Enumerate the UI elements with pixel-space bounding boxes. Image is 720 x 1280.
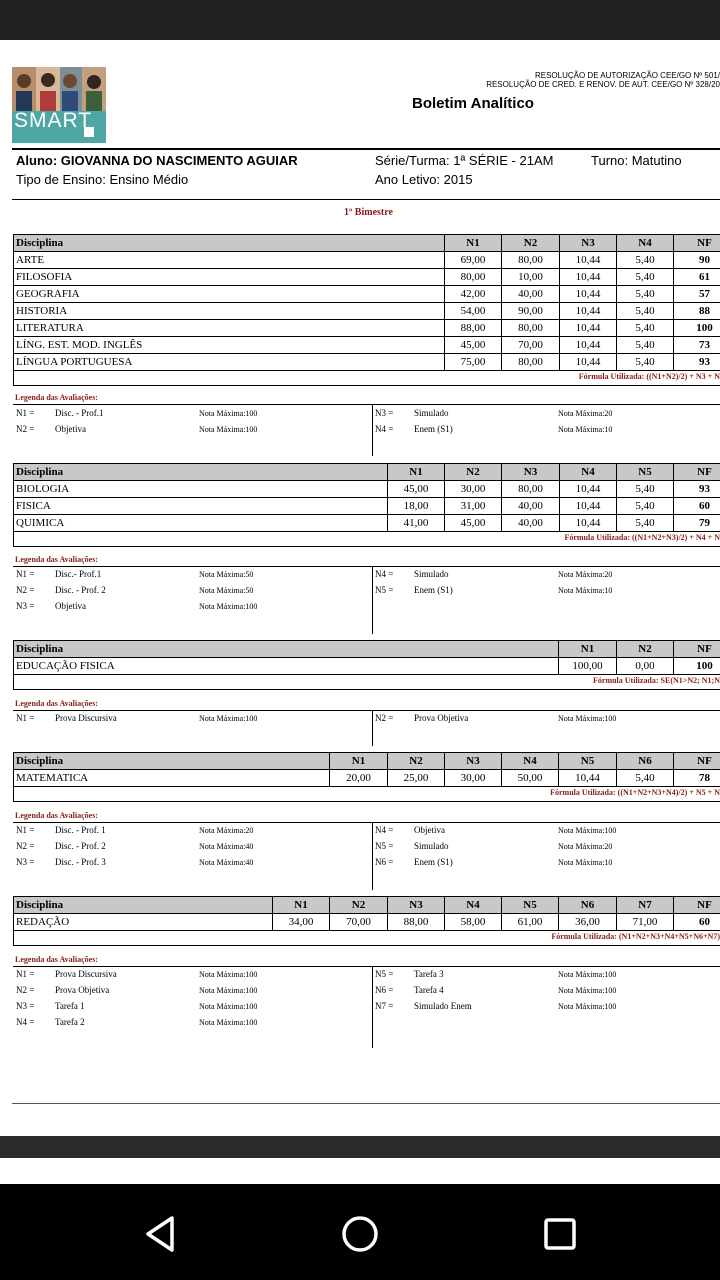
legend-title: Legenda das Avaliações: [15, 393, 98, 402]
legend-title: Legenda das Avaliações: [15, 555, 98, 564]
legend-desc: Enem (S1) [414, 585, 453, 595]
grade-n3: 40,00 [502, 498, 560, 515]
legend-desc: Prova Objetiva [414, 713, 469, 723]
grade-nf: 57 [674, 286, 720, 303]
header-n5: N5 [559, 753, 617, 770]
legend-code: N3 = [16, 857, 35, 867]
header-n3: N3 [560, 235, 617, 252]
legend-desc: Disc. - Prof. 2 [55, 585, 106, 595]
grade-n4: 5,40 [617, 286, 674, 303]
table-header [14, 235, 720, 252]
formula-text: Fórmula Utilizada: SE(N1>N2; N1;N [593, 676, 720, 685]
legend-code: N6 = [375, 857, 394, 867]
subject-name: GEOGRAFIA [14, 286, 445, 303]
legend-max: Nota Máxima:100 [558, 714, 617, 723]
legend-max: Nota Máxima:100 [558, 986, 617, 995]
header-n1: N1 [330, 753, 388, 770]
grade-n3: 40,00 [502, 515, 560, 532]
grade-nf: 93 [674, 481, 720, 498]
legend-desc: Simulado Enem [414, 1001, 472, 1011]
header-n1: N1 [388, 464, 445, 481]
grade-n4: 10,44 [560, 498, 617, 515]
table-header [14, 897, 720, 914]
legend-code: N2 = [16, 585, 35, 595]
table-header [14, 464, 720, 481]
legend-code: N4 = [16, 1017, 35, 1027]
header-n1: N1 [559, 641, 617, 658]
header-disciplina: Disciplina [14, 464, 388, 481]
grade-n2: 90,00 [502, 303, 560, 320]
grade-n3: 30,00 [445, 770, 502, 787]
legend-max: Nota Máxima:100 [558, 970, 617, 979]
school-logo [12, 67, 106, 143]
table-row [14, 337, 720, 354]
legend-desc: Enem (S1) [414, 424, 453, 434]
legend-desc: Prova Discursiva [55, 713, 117, 723]
grades-table-4 [13, 752, 720, 787]
legend-code: N4 = [375, 825, 394, 835]
subject-name: FISICA [14, 498, 388, 515]
resolution-line-1: RESOLUÇÃO DE AUTORIZAÇÃO CEE/GO Nº 501/ [534, 71, 720, 80]
table-row [14, 252, 720, 269]
grade-n4: 58,00 [445, 914, 502, 931]
legend-max: Nota Máxima:100 [199, 714, 258, 723]
grade-n1: 54,00 [445, 303, 502, 320]
grade-nf: 88 [674, 303, 720, 320]
subject-name: MATEMATICA [14, 770, 330, 787]
grade-n4: 5,40 [617, 337, 674, 354]
grade-n2: 70,00 [330, 914, 388, 931]
legend-desc: Tarefa 1 [55, 1001, 85, 1011]
table-row [14, 320, 720, 337]
grade-n3: 10,44 [560, 320, 617, 337]
grade-n1: 42,00 [445, 286, 502, 303]
legend-code: N7 = [375, 1001, 394, 1011]
footer-divider [12, 1103, 720, 1104]
grade-nf: 100 [674, 658, 720, 675]
legend-max: Nota Máxima:40 [199, 842, 254, 851]
header-n7: N7 [617, 897, 674, 914]
header-disciplina: Disciplina [14, 235, 445, 252]
header-n2: N2 [388, 753, 445, 770]
education-type: Tipo de Ensino: Ensino Médio [16, 172, 189, 187]
legend-max: Nota Máxima:100 [199, 986, 258, 995]
header-n4: N4 [445, 897, 502, 914]
legend-desc: Simulado [414, 841, 449, 851]
legend-code: N2 = [375, 713, 394, 723]
legend-desc: Objetiva [414, 825, 445, 835]
subject-name: BIOLOGIA [14, 481, 388, 498]
grade-n2: 70,00 [502, 337, 560, 354]
legend-code: N5 = [375, 969, 394, 979]
grade-n1: 41,00 [388, 515, 445, 532]
legend-max: Nota Máxima:10 [558, 586, 613, 595]
legend-code: N2 = [16, 424, 35, 434]
legend-separator [372, 710, 373, 746]
legend-desc: Objetiva [55, 424, 86, 434]
legend-title: Legenda das Avaliações: [15, 699, 98, 708]
legend-divider [13, 566, 720, 567]
grade-n2: 45,00 [445, 515, 502, 532]
legend-max: Nota Máxima:100 [558, 1002, 617, 1011]
header-n1: N1 [445, 235, 502, 252]
header-nf: NF [674, 897, 720, 914]
formula-text: Fórmula Utilizada: ((N1+N2)/2) + N3 + N [578, 372, 720, 381]
legend-code: N2 = [16, 985, 35, 995]
legend-max: Nota Máxima:10 [558, 425, 613, 434]
bimestre-label: 1º Bimestre [344, 207, 393, 218]
grade-n4: 5,40 [617, 252, 674, 269]
grade-n1: 80,00 [445, 269, 502, 286]
grade-n3: 80,00 [502, 481, 560, 498]
legend-code: N4 = [375, 424, 394, 434]
legend-code: N4 = [375, 569, 394, 579]
formula-text: Fórmula Utilizada: ((N1+N2+N3+N4)/2) + N5 + N [550, 788, 720, 797]
header-n3: N3 [502, 464, 560, 481]
grade-n1: 18,00 [388, 498, 445, 515]
header-disciplina: Disciplina [14, 753, 330, 770]
divider [12, 148, 720, 150]
header-n6: N6 [559, 897, 617, 914]
table-header [14, 641, 720, 658]
page-title: Boletim Analítico [412, 95, 534, 112]
legend-desc: Simulado [414, 569, 449, 579]
grade-n1: 69,00 [445, 252, 502, 269]
legend-max: Nota Máxima:40 [199, 858, 254, 867]
legend-title: Legenda das Avaliações: [15, 811, 98, 820]
formula-text: Fórmula Utilizada: ((N1+N2+N3)/2) + N4 + N [564, 533, 720, 542]
table-row [14, 354, 720, 371]
grade-n2: 31,00 [445, 498, 502, 515]
document-page [0, 40, 720, 1136]
subject-name: FILOSOFIA [14, 269, 445, 286]
legend-separator [372, 566, 373, 634]
grade-n2: 25,00 [388, 770, 445, 787]
grade-nf: 79 [674, 515, 720, 532]
grade-n2: 80,00 [502, 320, 560, 337]
legend-max: Nota Máxima:20 [558, 570, 613, 579]
table-row [14, 658, 720, 675]
legend-max: Nota Máxima:100 [199, 1018, 258, 1027]
student-name: Aluno: GIOVANNA DO NASCIMENTO AGUIAR [16, 153, 298, 168]
legend-desc: Disc. - Prof. 3 [55, 857, 106, 867]
grade-n3: 10,44 [560, 252, 617, 269]
grade-n3: 10,44 [560, 286, 617, 303]
grade-n6: 36,00 [559, 914, 617, 931]
legend-desc: Objetiva [55, 601, 86, 611]
legend-code: N2 = [16, 841, 35, 851]
legend-max: Nota Máxima:20 [199, 826, 254, 835]
grade-n1: 75,00 [445, 354, 502, 371]
grade-nf: 90 [674, 252, 720, 269]
legend-max: Nota Máxima:100 [199, 409, 258, 418]
grades-table-2 [13, 463, 720, 532]
header-n5: N5 [502, 897, 559, 914]
grade-n1: 45,00 [445, 337, 502, 354]
legend-code: N1 = [16, 825, 35, 835]
legend-max: Nota Máxima:50 [199, 586, 254, 595]
grade-n4: 5,40 [617, 269, 674, 286]
legend-desc: Tarefa 4 [414, 985, 444, 995]
legend-desc: Tarefa 3 [414, 969, 444, 979]
legend-separator [372, 404, 373, 456]
grade-n1: 20,00 [330, 770, 388, 787]
legend-code: N3 = [16, 1001, 35, 1011]
legend-max: Nota Máxima:20 [558, 842, 613, 851]
grade-n2: 40,00 [502, 286, 560, 303]
grade-n3: 10,44 [560, 354, 617, 371]
grade-n3: 10,44 [560, 269, 617, 286]
grade-nf: 61 [674, 269, 720, 286]
grades-table-3 [13, 640, 720, 675]
table-row [14, 286, 720, 303]
legend-separator [372, 822, 373, 890]
legend-code: N5 = [375, 585, 394, 595]
legend-divider [13, 822, 720, 823]
legend-desc: Disc.- Prof.1 [55, 569, 102, 579]
table-row [14, 914, 720, 931]
grade-nf: 60 [674, 914, 720, 931]
grade-n5: 5,40 [617, 498, 674, 515]
legend-max: Nota Máxima:20 [558, 409, 613, 418]
header-n3: N3 [445, 753, 502, 770]
grade-n2: 0,00 [617, 658, 674, 675]
grades-table-1 [13, 234, 720, 371]
subject-name: LÍNGUA PORTUGUESA [14, 354, 445, 371]
header-nf: NF [674, 641, 720, 658]
grade-n3: 10,44 [560, 337, 617, 354]
header-nf: NF [674, 235, 720, 252]
legend-title: Legenda das Avaliações: [15, 955, 98, 964]
table-row [14, 481, 720, 498]
logo-text: SMART [14, 109, 93, 132]
header-n2: N2 [617, 641, 674, 658]
header-n4: N4 [617, 235, 674, 252]
grade-n1: 45,00 [388, 481, 445, 498]
table-row [14, 269, 720, 286]
grade-n4: 5,40 [617, 354, 674, 371]
table-row [14, 515, 720, 532]
grade-n4: 10,44 [560, 515, 617, 532]
header-n4: N4 [560, 464, 617, 481]
header-n2: N2 [502, 235, 560, 252]
header-n2: N2 [445, 464, 502, 481]
legend-divider [13, 404, 720, 405]
grade-n5: 5,40 [617, 515, 674, 532]
grade-nf: 73 [674, 337, 720, 354]
legend-max: Nota Máxima:100 [199, 425, 258, 434]
header-disciplina: Disciplina [14, 897, 273, 914]
grade-n1: 88,00 [445, 320, 502, 337]
table-row [14, 498, 720, 515]
legend-max: Nota Máxima:100 [199, 970, 258, 979]
resolution-line-2: RESOLUÇÃO DE CRED. E RENOV. DE AUT. CEE/GO Nº 328/20 [486, 80, 720, 89]
navigation-bar [0, 1184, 720, 1280]
header-n4: N4 [502, 753, 559, 770]
grade-n2: 30,00 [445, 481, 502, 498]
header-nf: NF [674, 464, 720, 481]
legend-max: Nota Máxima:50 [199, 570, 254, 579]
legend-desc: Prova Discursiva [55, 969, 117, 979]
header-nf: NF [674, 753, 720, 770]
subject-name: LITERATURA [14, 320, 445, 337]
grade-n7: 71,00 [617, 914, 674, 931]
legend-desc: Enem (S1) [414, 857, 453, 867]
grade-n5: 10,44 [559, 770, 617, 787]
grade-n2: 80,00 [502, 252, 560, 269]
legend-max: Nota Máxima:100 [199, 1002, 258, 1011]
legend-code: N3 = [375, 408, 394, 418]
table-header [14, 753, 720, 770]
grade-n5: 61,00 [502, 914, 559, 931]
legend-max: Nota Máxima:100 [558, 826, 617, 835]
grade-nf: 100 [674, 320, 720, 337]
grade-n2: 10,00 [502, 269, 560, 286]
legend-max: Nota Máxima:10 [558, 858, 613, 867]
grade-n3: 10,44 [560, 303, 617, 320]
legend-code: N1 = [16, 713, 35, 723]
header-n3: N3 [388, 897, 445, 914]
grade-n1: 34,00 [273, 914, 330, 931]
formula-text: Fórmula Utilizada: (N1+N2+N3+N4+N5+N6+N7) [551, 932, 720, 941]
legend-desc: Disc. - Prof. 2 [55, 841, 106, 851]
legend-desc: Tarefa 2 [55, 1017, 85, 1027]
viewer-gap [0, 1158, 720, 1184]
legend-code: N6 = [375, 985, 394, 995]
header-n2: N2 [330, 897, 388, 914]
legend-desc: Disc. - Prof.1 [55, 408, 104, 418]
legend-desc: Disc. - Prof. 1 [55, 825, 106, 835]
legend-max: Nota Máxima:100 [199, 602, 258, 611]
legend-separator [372, 966, 373, 1048]
grade-nf: 60 [674, 498, 720, 515]
home-icon[interactable] [338, 1212, 382, 1256]
legend-divider [13, 966, 720, 967]
subject-name: HISTORIA [14, 303, 445, 320]
subject-name: QUIMICA [14, 515, 388, 532]
table-row [14, 770, 720, 787]
legend-code: N3 = [16, 601, 35, 611]
viewer-bottom-bar [0, 1136, 720, 1158]
legend-code: N1 = [16, 569, 35, 579]
grade-n4: 10,44 [560, 481, 617, 498]
grade-nf: 93 [674, 354, 720, 371]
grade-nf: 78 [674, 770, 720, 787]
table-row [14, 303, 720, 320]
grade-n3: 88,00 [388, 914, 445, 931]
back-icon[interactable] [138, 1212, 182, 1256]
resolution-text [486, 71, 720, 89]
grade-n1: 100,00 [559, 658, 617, 675]
legend-desc: Simulado [414, 408, 449, 418]
legend-code: N1 = [16, 969, 35, 979]
legend-code: N1 = [16, 408, 35, 418]
student-class: Série/Turma: 1ª SÉRIE - 21AM [375, 153, 554, 168]
legend-code: N5 = [375, 841, 394, 851]
grade-n4: 5,40 [617, 320, 674, 337]
subject-name: ARTE [14, 252, 445, 269]
legend-divider [13, 710, 720, 711]
grade-n2: 80,00 [502, 354, 560, 371]
header-n6: N6 [617, 753, 674, 770]
header-n1: N1 [273, 897, 330, 914]
recents-icon[interactable] [538, 1212, 582, 1256]
student-shift: Turno: Matutino [591, 153, 682, 168]
legend-desc: Prova Objetiva [55, 985, 110, 995]
grade-n5: 5,40 [617, 481, 674, 498]
subject-name: LÍNG. EST. MOD. INGLÊS [14, 337, 445, 354]
subject-name: EDUCAÇÃO FISICA [14, 658, 559, 675]
status-bar [0, 0, 720, 40]
school-year: Ano Letivo: 2015 [375, 172, 473, 187]
grade-n4: 50,00 [502, 770, 559, 787]
grade-n6: 5,40 [617, 770, 674, 787]
subject-name: REDAÇÃO [14, 914, 273, 931]
divider [12, 199, 720, 200]
header-disciplina: Disciplina [14, 641, 559, 658]
grades-table-5 [13, 896, 720, 931]
header-n5: N5 [617, 464, 674, 481]
grade-n4: 5,40 [617, 303, 674, 320]
